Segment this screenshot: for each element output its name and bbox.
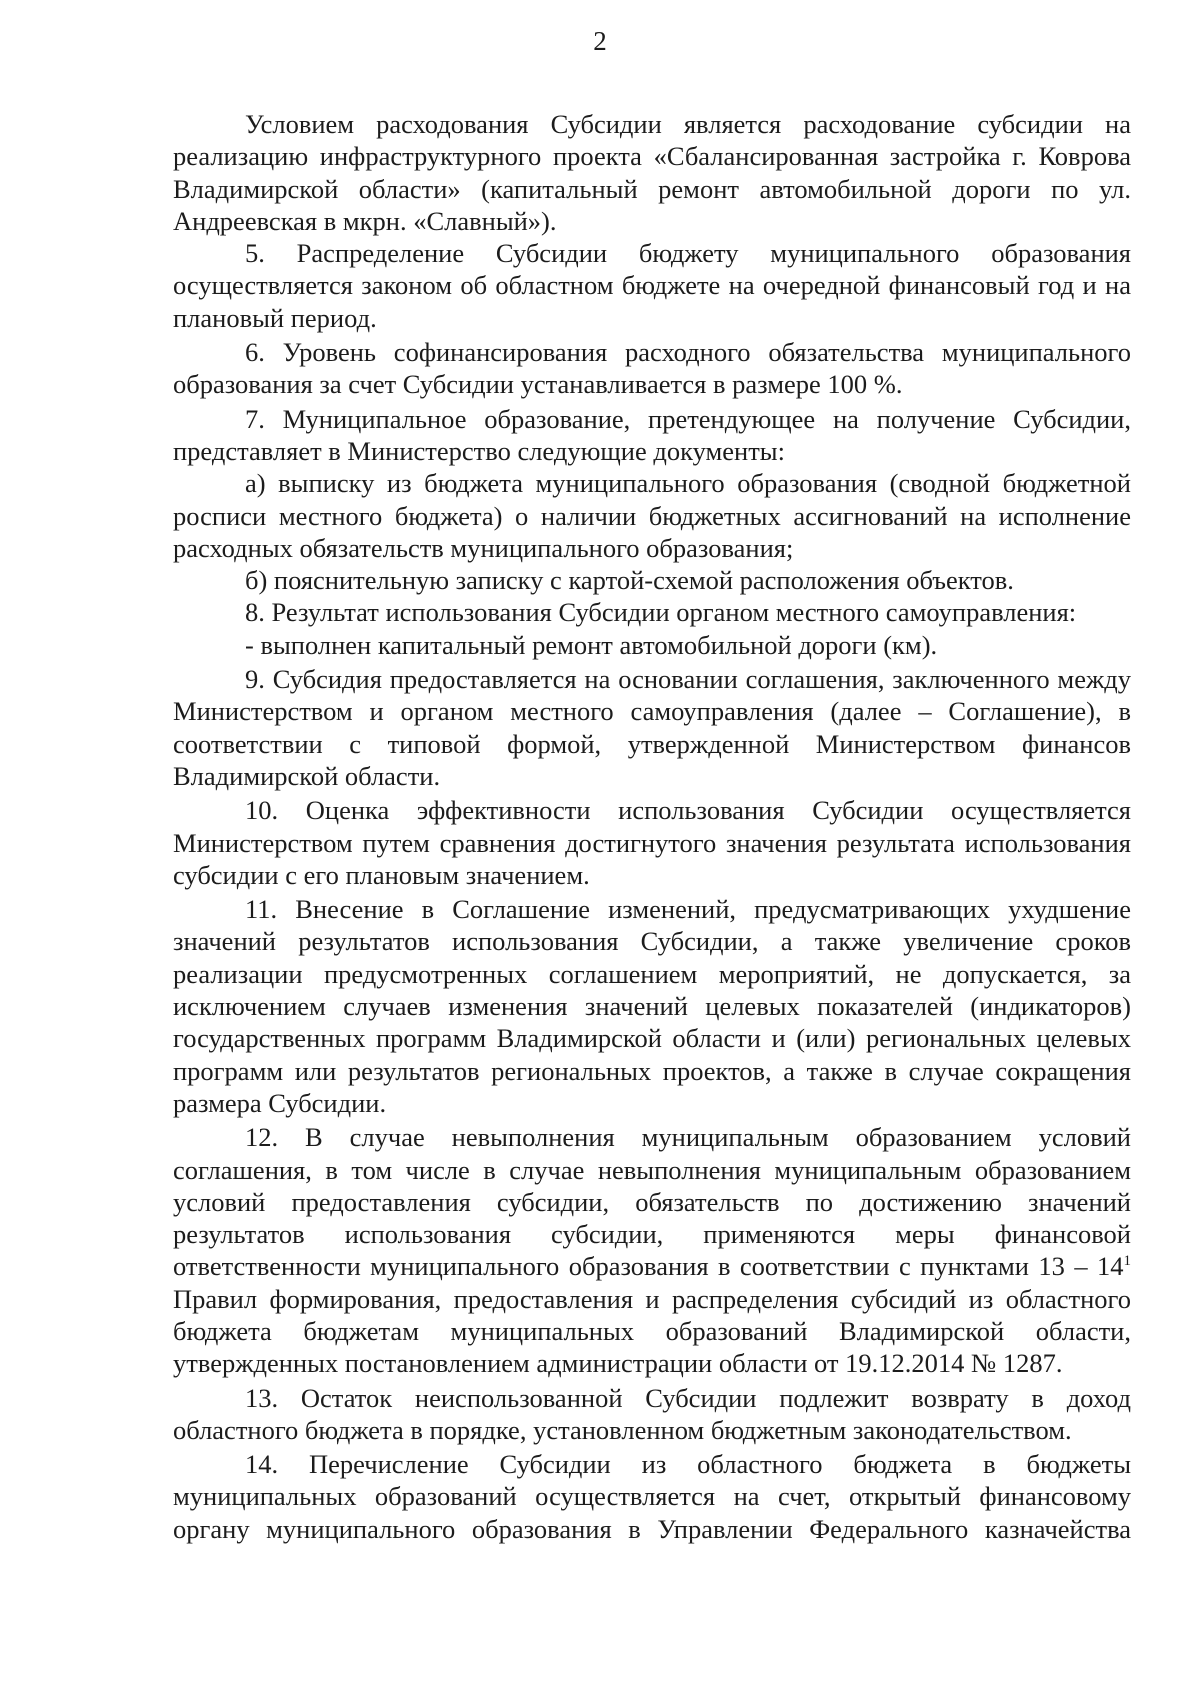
paragraph-12-superscript: 1 (1123, 1253, 1131, 1270)
paragraph-7a-budget-extract: а) выписку из бюджета муниципального образования (сводной бюджетной росписи местного бюджета) о наличии бюджетных ассигнований на исполнение расходных обязательств муниципального образования; (173, 468, 1131, 563)
paragraph-7b-explanatory-note: б) пояснительную записку с картой-схемой расположения объектов. (245, 565, 1014, 596)
page-number: 2 (593, 26, 607, 56)
paragraph-12-text-part2: Правил формирования, предоставления и распределения субсидий из областного бюджета бюджетам муниципальных образований Владимирской области, утвержденных постановлением администрации области от 19.12.2014 № 1287. (173, 1283, 1131, 1379)
document-body (173, 108, 1131, 1545)
paragraph-10-efficiency: 10. Оценка эффективности использования Субсидии осуществляется Министерством путем сравнения достигнутого значения результата использования субсидии с его плановым значением. (173, 795, 1131, 890)
paragraph-13-remainder: 13. Остаток неиспользованной Субсидии подлежит возврату в доход областного бюджета в порядке, установленном бюджетным законодательством. (173, 1382, 1131, 1445)
paragraph-14-transfer: 14. Перечисление Субсидии из областного бюджета в бюджеты муниципальных образований осуществляется на счет, открытый финансовому органу муниципального образования в Управлении Федерального казначейства (173, 1449, 1131, 1544)
paragraph-11-amendments: 11. Внесение в Соглашение изменений, предусматривающих ухудшение значений результатов использования Субсидии, а также увеличение сроков реализации предусмотренных соглашением мероприятий, не допускается, за исключением случаев изменения значений целевых показателей (индикаторов) государственных программ Владимирской области и (или) региональных целевых программ или результатов региональных проектов, а также в случае сокращения размера Субсидии. (173, 894, 1131, 1118)
paragraph-9-agreement: 9. Субсидия предоставляется на основании соглашения, заключенного между Министерством и органом местного самоуправления (далее – Соглашение), в соответствии с типовой формой, утвержденной Министерством финансов Владимирской области. (173, 664, 1131, 791)
paragraph-12-text-part1: 12. В случае невыполнения муниципальным образованием условий соглашения, в том числе в случае невыполнения муниципальным образованием условий предоставления субсидии, обязательств по достижению значений результатов использования субсидии, применяются меры финансовой ответственности муниципального образования в соответствии с пунктами 13 – 14 (173, 1122, 1131, 1282)
paragraph-8-result-item: - выполнен капитальный ремонт автомобильной дороги (км). (245, 629, 938, 660)
paragraph-12-liability (173, 1121, 1131, 1379)
paragraph-6-cofinancing: 6. Уровень софинансирования расходного обязательства муниципального образования за счет Субсидии устанавливается в размере 100 %. (173, 337, 1131, 400)
paragraph-8-result: 8. Результат использования Субсидии органом местного самоуправления: (245, 597, 1077, 628)
paragraph-subsidy-condition: Условием расходования Субсидии является расходование субсидии на реализацию инфраструктурного проекта «Сбалансированная застройка г. Коврова Владимирской области» (капитальный ремонт автомобильной дороги по ул. Андреевская в мкрн. «Славный»). (173, 109, 1131, 236)
paragraph-7-documents: 7. Муниципальное образование, претендующее на получение Субсидии, представляет в Министерство следующие документы: (173, 403, 1131, 466)
paragraph-5-distribution: 5. Распределение Субсидии бюджету муниципального образования осуществляется законом об областном бюджете на очередной финансовый год и на плановый период. (173, 238, 1131, 333)
